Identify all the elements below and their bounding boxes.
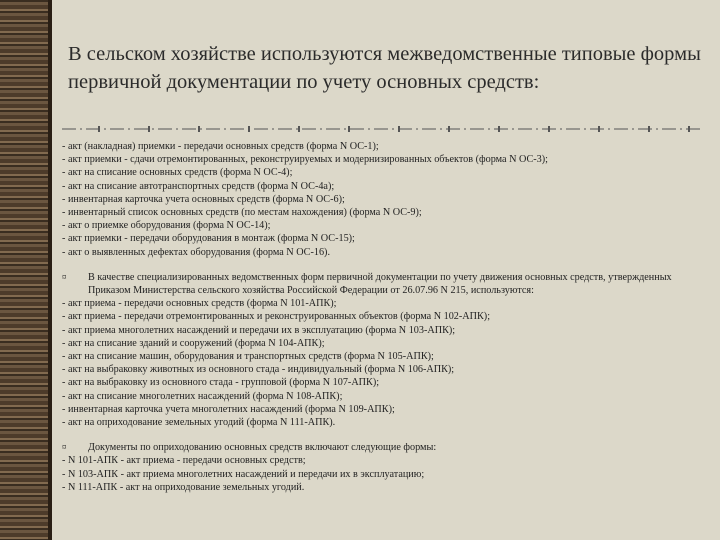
slide (52, 0, 720, 540)
list-item: - N 103-АПК - акт приема многолетних насаждений и передачи их в эксплуатацию; (62, 468, 425, 480)
list-receipt-forms (62, 454, 712, 494)
list-ossr-forms (62, 140, 712, 259)
decorative-left-border (0, 0, 52, 540)
list-item: - акт приема - передачи отремонтированных и реконструированных объектов (форма N 102-АПК); (62, 311, 491, 323)
list-item: - инвентарная карточка учета многолетних насаждений (форма N 109-АПК); (62, 403, 395, 415)
bullet-icon: ¤ (62, 271, 67, 282)
list-item: - акт на оприходование земельных угодий (форма N 111-АПК). (62, 417, 336, 429)
list-item: - акт приемки - сдачи отремонтированных, реконструируемых и модернизированных объектов (форма N ОС-3); (62, 154, 548, 166)
list-item: - акт на списание зданий и сооружений (форма N 104-АПК); (62, 337, 325, 349)
list-item: - акт на списание автотранспортных средств (форма N ОС-4а); (62, 180, 335, 192)
list-item: - N 111-АПК - акт на оприходование земельных угодий. (62, 481, 305, 493)
list-item: - инвентарная карточка учета основных средств (форма N ОС-6); (62, 193, 345, 205)
list-item: - акт о выявленных дефектах оборудования (форма N ОС-16). (62, 246, 330, 258)
list-item: - инвентарный список основных средств (по местам нахождения) (форма N ОС-9); (62, 207, 422, 219)
slide-body (62, 140, 712, 506)
paragraph-receipt-documents (62, 441, 712, 454)
list-item: - акт приемки - передачи оборудования в монтаж (форма N ОС-15); (62, 233, 355, 245)
paragraph-text: Документы по оприходованию основных средств включают следующие формы: (88, 442, 437, 454)
list-apk-forms (62, 297, 712, 429)
bullet-icon: ¤ (62, 442, 67, 453)
list-item: - акт (накладная) приемки - передачи основных средств (форма N ОС-1); (62, 141, 379, 152)
decorative-divider (62, 124, 702, 134)
list-item: - акт на списание многолетних насаждений (форма N 108-АПК); (62, 390, 343, 402)
list-item: - акт на выбраковку животных из основного стада - индивидуальный (форма N 106-АПК); (62, 364, 455, 376)
list-item: - акт о приемке оборудования (форма N ОС-14); (62, 220, 271, 232)
list-item: - акт на выбраковку из основного стада - групповой (форма N 107-АПК); (62, 377, 380, 389)
list-item: - акт приема многолетних насаждений и передачи их в эксплуатацию (форма N 103-АПК); (62, 324, 456, 336)
slide-title: В сельском хозяйстве используются межведомственные типовые формы первичной документации по учету основных средств: (68, 43, 701, 93)
paragraph-specialized-forms (62, 271, 712, 297)
list-item: - акт на списание машин, оборудования и транспортных средств (форма N 105-АПК); (62, 351, 434, 363)
paragraph-text: В качестве специализированных ведомственных форм первичной документации по учету движения основных средств, утвержденных Приказом Министерства сельского хозяйства Российской Федерации от 26.07.96 N 215, используются: (88, 271, 672, 297)
list-item: - акт на списание основных средств (форма N ОС-4); (62, 167, 293, 179)
list-item: - N 101-АПК - акт приема - передачи основных средств; (62, 455, 306, 467)
list-item: - акт приема - передачи основных средств (форма N 101-АПК); (62, 298, 337, 310)
